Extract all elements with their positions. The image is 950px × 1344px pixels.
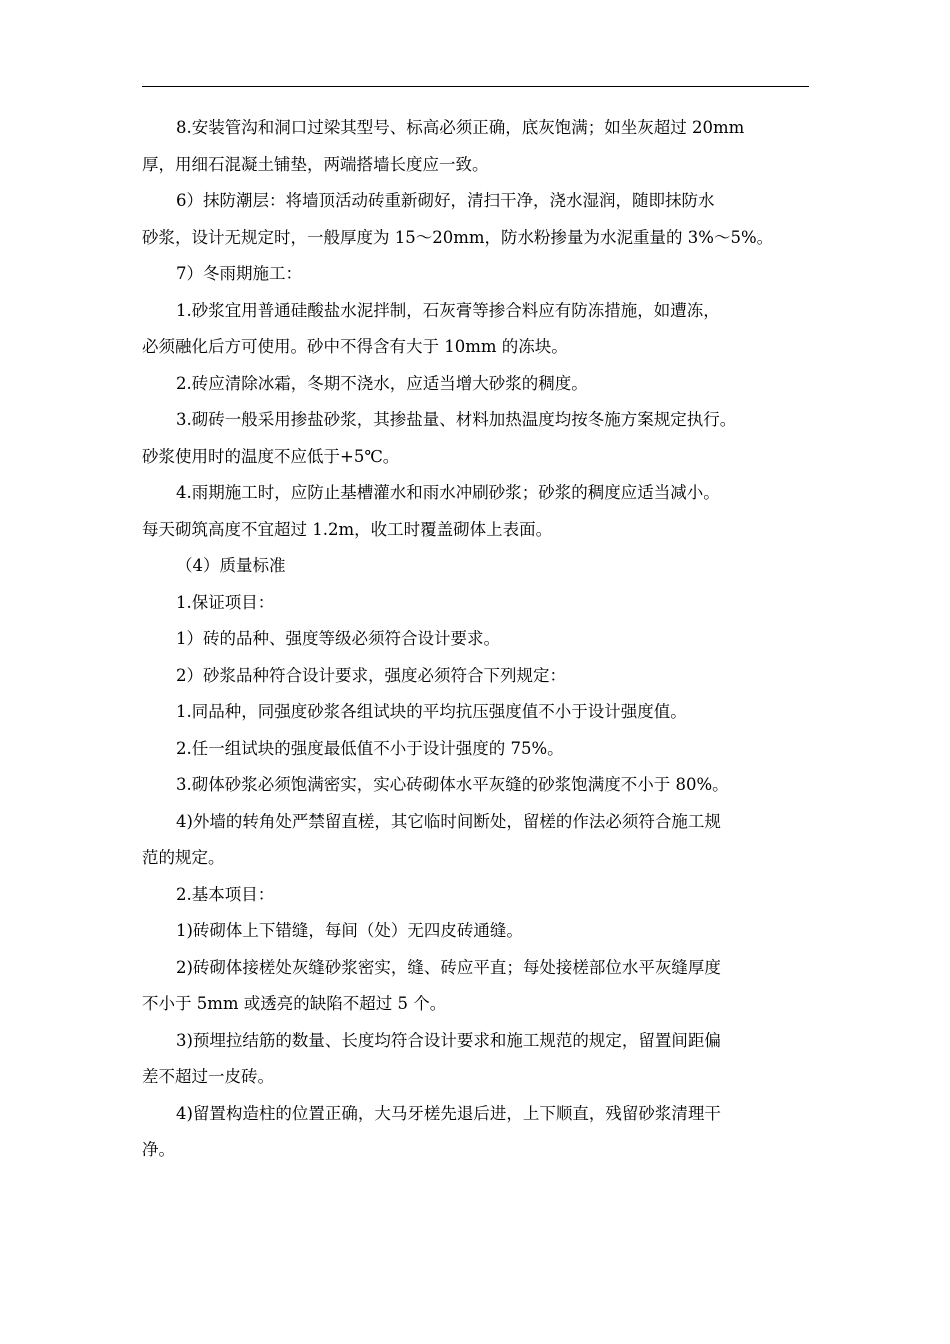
- text-line: 2.基本项目：: [176, 884, 275, 904]
- text-line: 1)砖砌体上下错缝，每间（处）无四皮砖通缝。: [176, 921, 523, 940]
- text-line: 2.任一组试块的强度最低值不小于设计强度的 75%。: [176, 738, 564, 758]
- text-line: 1.保证项目：: [176, 592, 275, 612]
- text-line: 范的规定。: [142, 848, 225, 867]
- text-line: 砂浆使用时的温度不应低于+5℃。: [142, 446, 400, 466]
- text-line: 必须融化后方可使用。砂中不得含有大于 10mm 的冻块。: [142, 337, 568, 356]
- text-line: 3)预埋拉结筋的数量、长度均符合设计要求和施工规范的规定，留置间距偏: [176, 1030, 721, 1050]
- text-line: 不小于 5mm 或透亮的缺陷不超过 5 个。: [142, 994, 447, 1013]
- text-line: 净。: [142, 1140, 175, 1159]
- text-line: 1）砖的品种、强度等级必须符合设计要求。: [176, 629, 500, 648]
- text-line: 4)外墙的转角处严禁留直槎，其它临时间断处，留槎的作法必须符合施工规: [176, 811, 721, 831]
- text-line: 2)砖砌体接槎处灰缝砂浆密实，缝、砖应平直；每处接槎部位水平灰缝厚度: [176, 957, 721, 977]
- text-line: （4）质量标准: [176, 556, 286, 575]
- text-line: 每天砌筑高度不宜超过 1.2m，收工时覆盖砌体上表面。: [142, 519, 553, 539]
- text-line: 1.同品种，同强度砂浆各组试块的平均抗压强度值不小于设计强度值。: [176, 702, 687, 721]
- text-line: 8.安装管沟和洞口过梁其型号、标高必须正确，底灰饱满；如坐灰超过 20mm: [176, 118, 745, 137]
- text-line: 7）冬雨期施工：: [176, 264, 302, 283]
- text-line: 1.砂浆宜用普通硅酸盐水泥拌制，石灰膏等掺合料应有防冻措施，如遭冻，: [176, 300, 720, 320]
- text-line: 3.砌砖一般采用掺盐砂浆，其掺盐量、材料加热温度均按冬施方案规定执行。: [176, 410, 737, 429]
- header-rule: [142, 86, 809, 87]
- text-line: 砂浆，设计无规定时，一般厚度为 15～20mm，防水粉掺量为水泥重量的 3%～5%。: [142, 227, 774, 247]
- text-line: 2.砖应清除冰霜，冬期不浇水，应适当增大砂浆的稠度。: [176, 373, 588, 393]
- text-line: 厚，用细石混凝土铺垫，两端搭墙长度应一致。: [142, 154, 489, 174]
- text-line: 2）砂浆品种符合设计要求，强度必须符合下列规定：: [176, 665, 566, 685]
- text-line: 6）抹防潮层：将墙顶活动砖重新砌好，清扫干净，浇水湿润，随即抹防水: [176, 191, 715, 210]
- text-line: 4)留置构造柱的位置正确，大马牙槎先退后进，上下顺直，残留砂浆清理干: [176, 1103, 721, 1123]
- document-body: [142, 110, 812, 1169]
- text-line: 差不超过一皮砖。: [142, 1067, 274, 1086]
- text-line: 3.砌体砂浆必须饱满密实，实心砖砌体水平灰缝的砂浆饱满度不小于 80%。: [176, 775, 729, 794]
- text-line: 4.雨期施工时，应防止基槽灌水和雨水冲刷砂浆；砂浆的稠度应适当减小。: [176, 483, 720, 502]
